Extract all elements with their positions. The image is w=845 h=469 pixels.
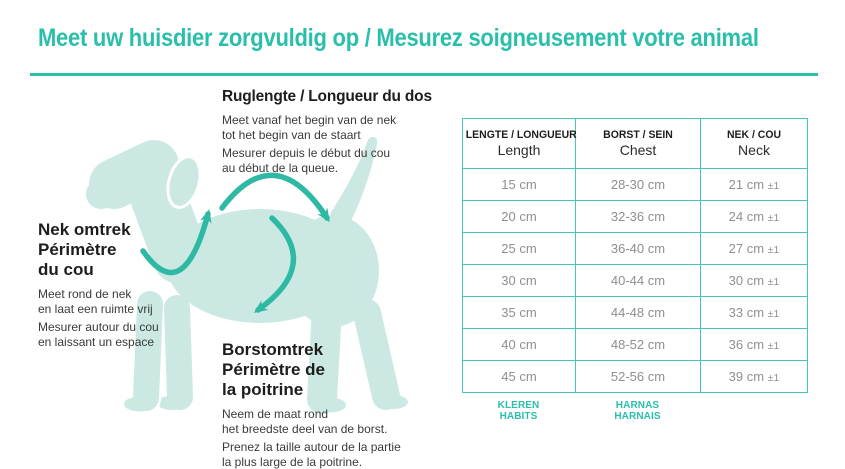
chest-cell: 48-52 cm [576,329,701,361]
neck-girth-annotation: Nek omtrek Périmètre du cou Meet rond de nek en laat een ruimte vrij Mesurer autour du cou en laissant un espace [38,220,159,349]
chest-cell: 52-56 cm [576,361,701,393]
length-cell: 40 cm [463,329,576,361]
length-cell: 20 cm [463,201,576,233]
back-length-desc-nl: Meet vanaf het begin van de nek [222,113,397,127]
table-row [463,265,808,297]
neck-cell: 36 cm ±1 [701,329,808,361]
table-row [463,297,808,329]
neck-cell: 21 cm ±1 [701,169,808,201]
chest-girth-heading: Borstomtrek Périmètre de la poitrine [222,340,325,399]
length-cell: 25 cm [463,233,576,265]
back-length-annotation: Ruglengte / Longueur du dos Meet vanaf het begin van de nek tot het begin van de staart Mesurer depuis le début du cou au début de la queue. [222,88,432,175]
table-row [463,169,808,201]
column-header-neck: NEK / COU Neck [701,119,808,169]
chest-girth-annotation: Borstomtrek Périmètre de la poitrine Neem de maat rond het breedste deel van de borst. Prenez la taille autour de la partie la plus large de la poitrine. [222,340,401,469]
neck-cell: 27 cm ±1 [701,233,808,265]
size-table [462,118,808,393]
length-cell: 15 cm [463,169,576,201]
page-title: Meet uw huisdier zorgvuldig op / Mesurez soigneusement votre animal [38,24,759,52]
neck-cell: 33 cm ±1 [701,297,808,329]
neck-cell: 30 cm ±1 [701,265,808,297]
size-table-header-row [463,119,808,169]
chest-cell: 28-30 cm [576,169,701,201]
length-cell: 35 cm [463,297,576,329]
table-row [463,201,808,233]
neck-girth-heading: Nek omtrek Périmètre du cou [38,220,131,279]
column-header-chest: BORST / SEIN Chest [576,119,701,169]
footnote-harness: HARNAS HARNAIS [614,400,661,422]
chest-girth-desc-nl: Neem de maat rond [222,407,329,421]
table-row [463,361,808,393]
back-length-desc-fr: Mesurer depuis le début du cou [222,146,391,160]
chest-cell: 36-40 cm [576,233,701,265]
neck-girth-desc-fr: Mesurer autour du cou [38,320,159,334]
neck-cell: 24 cm ±1 [701,201,808,233]
column-header-length: LENGTE / LONGUEUR Length [463,119,576,169]
title-divider [30,73,818,76]
footnote-clothes: KLEREN HABITS [497,400,540,422]
back-length-heading: Ruglengte / Longueur du dos [222,88,432,105]
length-cell: 30 cm [463,265,576,297]
chest-cell: 32-36 cm [576,201,701,233]
table-row [463,233,808,265]
chest-girth-desc-fr: Prenez la taille autour de la partie [222,440,401,454]
table-row [463,329,808,361]
chest-cell: 40-44 cm [576,265,701,297]
neck-girth-desc-nl: Meet rond de nek [38,287,132,301]
neck-cell: 39 cm ±1 [701,361,808,393]
length-cell: 45 cm [463,361,576,393]
chest-cell: 44-48 cm [576,297,701,329]
